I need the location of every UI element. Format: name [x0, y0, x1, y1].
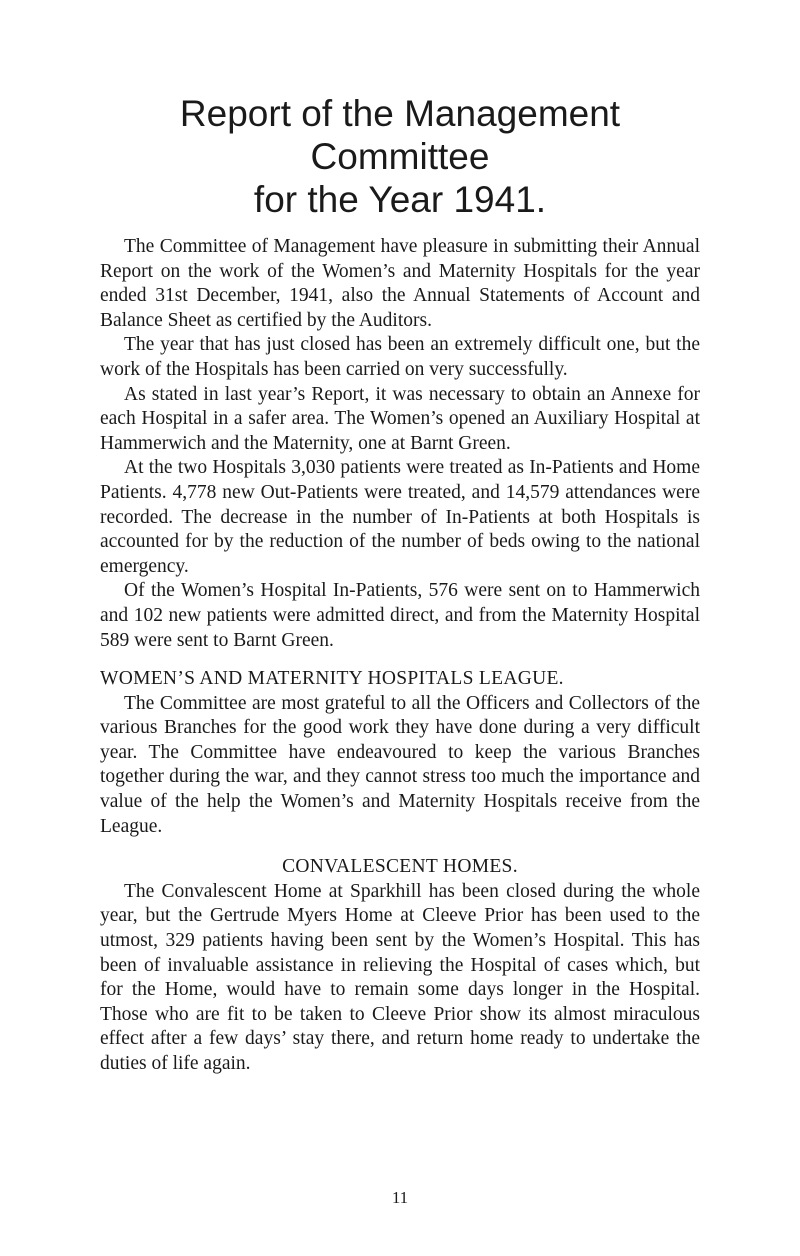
- paragraph-convalescent: The Convalescent Home at Sparkhill has been closed during the whole year, but the Gertrude Myers Home at Cleeve Prior has been used to the utmost, 329 patients having been sent by the Women’s Hospital. This has been of invaluable assistance in relieving the Hospital of cases which, but for the Home, would have to remain some days longer in the Hospital. Those who are fit to be taken to Cleeve Prior show its almost miraculous effect after a few days’ stay there, and return home ready to undertake the duties of life again.: [100, 880, 700, 1074]
- page-title: [100, 92, 700, 221]
- paragraph-intro: The Committee of Management have pleasure in submitting their Annual Report on the work of the Women’s and Maternity Hospitals for the year ended 31st December, 1941, also the Annual Statements of Account and Balance Sheet as certified by the Auditors.: [100, 236, 700, 331]
- report-body: [100, 235, 700, 1077]
- league-heading: WOMEN’S AND MATERNITY HOSPITALS LEAGUE.: [100, 668, 564, 690]
- page-number: 11: [391, 1188, 409, 1207]
- title-line-2: for the Year 1941.: [253, 179, 547, 220]
- title-line-1: Report of the Management Committee: [179, 93, 621, 177]
- paragraph-transfers: Of the Women’s Hospital In-Patients, 576 were sent on to Hammerwich and 102 new patients were admitted direct, and from the Maternity Hospital 589 were sent to Barnt Green.: [100, 580, 700, 651]
- convalescent-heading: CONVALESCENT HOMES.: [282, 856, 518, 878]
- paragraph-difficult-year: The year that has just closed has been an extremely difficult one, but the work of the Hospitals has been carried on very successfully.: [100, 334, 700, 380]
- paragraph-annexe: As stated in last year’s Report, it was necessary to obtain an Annexe for each Hospital in a safer area. The Women’s opened an Auxiliary Hospital at Hammerwich and the Maternity, one at Barnt Green.: [100, 383, 700, 454]
- paragraph-league: The Committee are most grateful to all the Officers and Collectors of the various Branches for the good work they have done during a very difficult year. The Committee have endeavoured to keep the various Branches together during the war, and they cannot stress too much the importance and value of the help the Women’s and Maternity Hospitals receive from the League.: [100, 692, 700, 837]
- paragraph-patient-statistics: At the two Hospitals 3,030 patients were treated as In-Patients and Home Patients. 4,778 new Out-Patients were treated, and 14,579 attendances were recorded. The decrease in the number of In-Patients at both Hospitals is accounted for by the reduction of the number of beds owing to the national emergency.: [100, 457, 700, 577]
- report-page: [100, 92, 700, 1077]
